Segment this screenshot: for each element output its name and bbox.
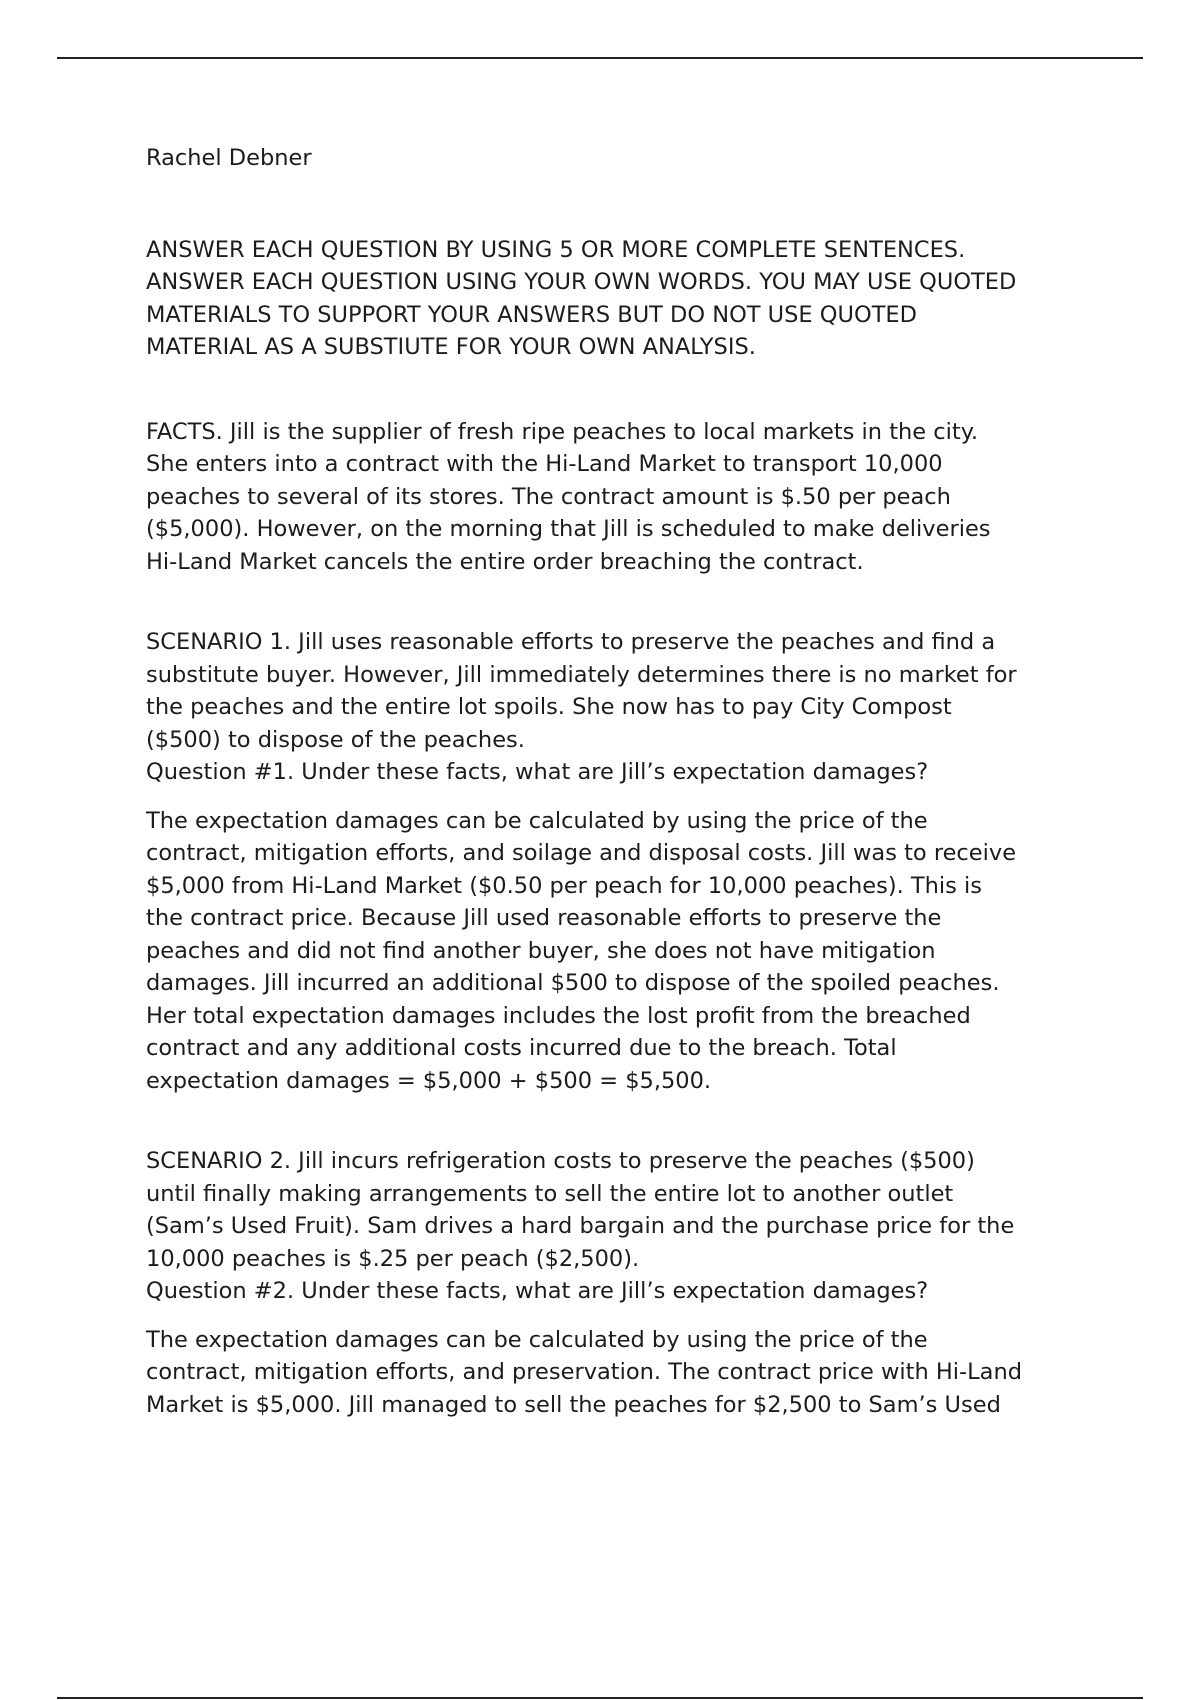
answer-1-line: peaches and did not find another buyer, she does not have mitigation	[146, 937, 936, 964]
scenario-1-line: SCENARIO 1. Jill uses reasonable efforts to preserve the peaches and find a	[146, 629, 996, 655]
question-2: Question #2. Under these facts, what are Jill’s expectation damages?	[146, 1278, 929, 1304]
answer-1-line: contract and any additional costs incurred due to the breach. Total	[146, 1035, 897, 1061]
answer-1-line: expectation damages = $5,000 + $500 = $5,500.	[146, 1067, 712, 1094]
answer-1-line: damages. Jill incurred an additional $500 to dispose of the spoiled peaches.	[146, 970, 1000, 996]
author-name: Rachel Debner	[146, 145, 312, 171]
top-rule	[57, 57, 1143, 59]
facts-line: She enters into a contract with the Hi-Land Market to transport 10,000	[146, 451, 943, 477]
instructions-paragraph	[146, 234, 1106, 364]
scenario-1-line: the peaches and the entire lot spoils. She now has to pay City Compost	[146, 694, 952, 720]
scenario-2-line: until finally making arrangements to sell the entire lot to another outlet	[146, 1180, 954, 1207]
facts-paragraph	[146, 416, 1106, 579]
facts-line: Hi-Land Market cancels the entire order breaching the contract.	[146, 548, 864, 575]
answer-1-line: the contract price. Because Jill used reasonable efforts to preserve the	[146, 905, 942, 931]
answer-1-paragraph	[146, 805, 1106, 1098]
bottom-rule	[57, 1697, 1143, 1699]
scenario-2-line: 10,000 peaches is $.25 per peach ($2,500).	[146, 1245, 640, 1272]
answer-1-line: $5,000 from Hi-Land Market ($0.50 per peach for 10,000 peaches). This is	[146, 872, 983, 899]
instructions-line: ANSWER EACH QUESTION BY USING 5 OR MORE COMPLETE SENTENCES.	[146, 236, 966, 263]
answer-1-line: Her total expectation damages includes the lost profit from the breached	[146, 1002, 971, 1029]
scenario-1-line: substitute buyer. However, Jill immediately determines there is no market for	[146, 661, 1017, 688]
scenario-2-line: (Sam’s Used Fruit). Sam drives a hard bargain and the purchase price for the	[146, 1213, 1015, 1239]
instructions-line: MATERIAL AS A SUBSTIUTE FOR YOUR OWN ANALYSIS.	[146, 334, 756, 360]
answer-2-line: Market is $5,000. Jill managed to sell the peaches for $2,500 to Sam’s Used	[146, 1391, 1001, 1418]
instructions-line: ANSWER EACH QUESTION USING YOUR OWN WORDS. YOU MAY USE QUOTED	[146, 269, 1017, 295]
answer-2-line: The expectation damages can be calculated by using the price of the	[146, 1326, 928, 1353]
scenario-2-paragraph	[146, 1145, 1106, 1308]
document-body	[146, 142, 1106, 1421]
answer-2-line: contract, mitigation efforts, and preservation. The contract price with Hi-Land	[146, 1359, 1023, 1385]
answer-1-line: The expectation damages can be calculated by using the price of the	[146, 807, 928, 834]
facts-line: peaches to several of its stores. The contract amount is $.50 per peach	[146, 483, 951, 510]
scenario-2-line: SCENARIO 2. Jill incurs refrigeration costs to preserve the peaches ($500)	[146, 1148, 975, 1174]
facts-line: ($5,000). However, on the morning that Jill is scheduled to make deliveries	[146, 516, 991, 542]
facts-line: FACTS. Jill is the supplier of fresh ripe peaches to local markets in the city.	[146, 418, 978, 445]
instructions-line: MATERIALS TO SUPPORT YOUR ANSWERS BUT DO NOT USE QUOTED	[146, 301, 917, 328]
scenario-1-line: ($500) to dispose of the peaches.	[146, 726, 525, 753]
answer-2-paragraph	[146, 1324, 1106, 1422]
question-1: Question #1. Under these facts, what are Jill’s expectation damages?	[146, 759, 929, 785]
scenario-1-paragraph	[146, 626, 1106, 789]
answer-1-line: contract, mitigation efforts, and soilage and disposal costs. Jill was to receive	[146, 840, 1017, 866]
